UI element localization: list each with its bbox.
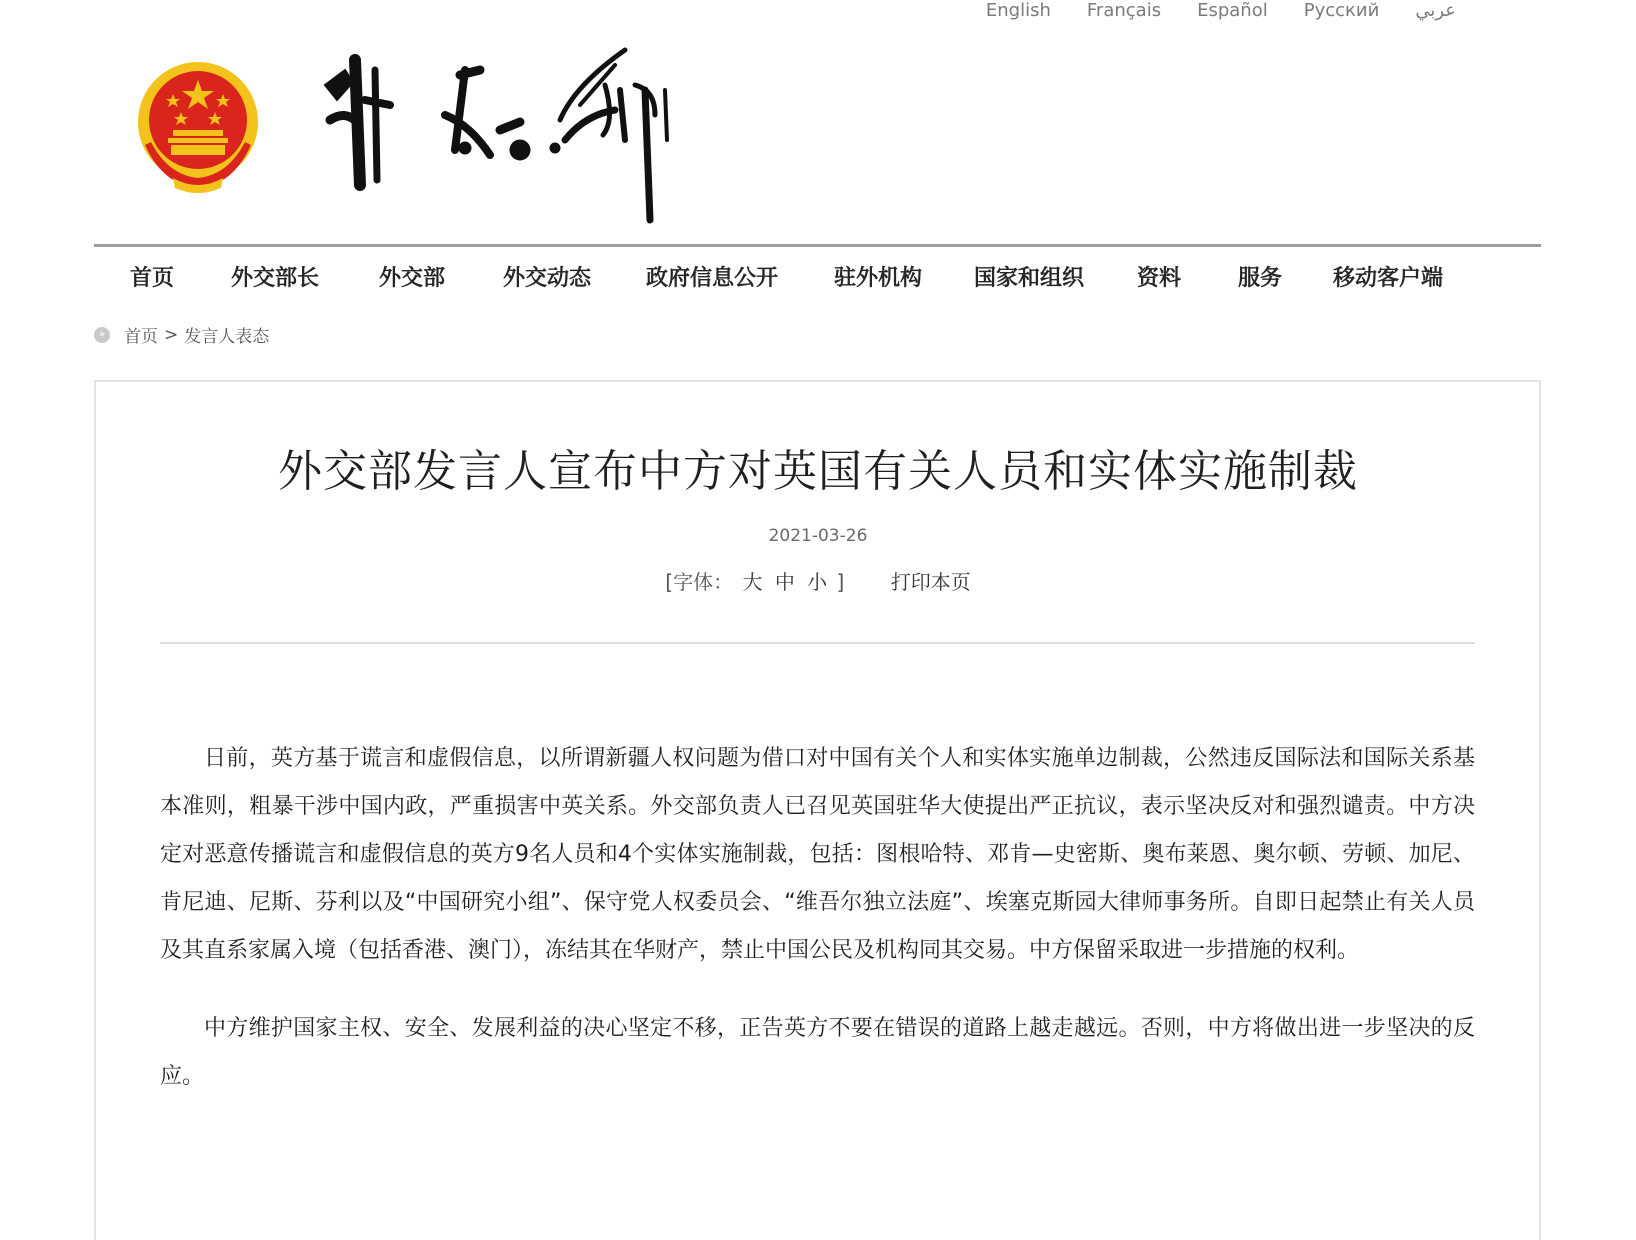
content-divider — [160, 642, 1475, 644]
lang-english-link[interactable]: English — [985, 0, 1051, 21]
article-body — [160, 735, 1475, 1131]
article-tools — [0, 566, 1636, 595]
lang-french-link[interactable]: Français — [1086, 0, 1162, 21]
font-size-large-button[interactable]: 大 — [742, 570, 763, 594]
breadcrumb-current-link[interactable]: 发言人表态 — [184, 327, 270, 347]
font-size-close-bracket: ] — [836, 570, 845, 594]
font-size-medium-button[interactable]: 中 — [774, 570, 795, 594]
print-page-button[interactable]: 打印本页 — [890, 570, 971, 594]
nav-item-materials[interactable]: 资料 — [1137, 266, 1182, 291]
lang-russian-link[interactable]: Русский — [1303, 0, 1380, 21]
nav-item-gov-info[interactable]: 政府信息公开 — [646, 266, 779, 291]
lang-arabic-link[interactable]: عربي — [1415, 0, 1456, 21]
lang-spanish-link[interactable]: Español — [1197, 0, 1268, 21]
nav-item-minister[interactable]: 外交部长 — [231, 266, 320, 291]
ministry-calligraphy-logo[interactable] — [315, 30, 705, 235]
breadcrumb-home-link[interactable]: 首页 — [124, 327, 158, 347]
national-emblem-logo[interactable] — [133, 60, 263, 195]
breadcrumb-separator: > — [164, 324, 179, 345]
nav-item-home[interactable]: 首页 — [130, 266, 175, 291]
article-paragraph: 中方维护国家主权、安全、发展利益的决心坚定不移，正告英方不要在错误的道路上越走越远。否则，中方将做出进一步坚决的反应。 — [160, 1016, 1475, 1089]
nav-item-countries-orgs[interactable]: 国家和组织 — [974, 266, 1085, 291]
font-size-small-button[interactable]: 小 — [807, 570, 828, 594]
nav-item-overseas-missions[interactable]: 驻外机构 — [834, 266, 923, 291]
nav-item-services[interactable]: 服务 — [1238, 266, 1283, 291]
language-bar — [986, 0, 1456, 21]
article-title: 外交部发言人宣布中方对英国有关人员和实体实施制裁 — [278, 446, 1358, 497]
font-size-label: [字体： — [665, 570, 734, 594]
nav-item-diplomatic-news[interactable]: 外交动态 — [503, 266, 592, 291]
breadcrumb — [94, 322, 269, 347]
article-date: 2021-03-26 — [768, 526, 868, 546]
nav-item-ministry[interactable]: 外交部 — [379, 266, 446, 291]
chevron-right-icon: » — [94, 327, 110, 343]
main-nav — [94, 247, 1541, 307]
article-paragraph: 日前，英方基于谎言和虚假信息，以所谓新疆人权问题为借口对中国有关个人和实体实施单边制裁，公然违反国际法和国际关系基本准则，粗暴干涉中国内政，严重损害中英关系。外交部负责人已召见英国驻华大使提出严正抗议，表示坚决反对和强烈谴责。中方决定对恶意传播谎言和虚假信息的英方9名人员和4个实体实施制裁，包括：图根哈特、邓肯—史密斯、奥布莱恩、奥尔顿、劳顿、加尼、肯尼迪、尼斯、芬利以及“中国研究小组”、保守党人权委员会、“维吾尔独立法庭”、埃塞克斯园大律师事务所。自即日起禁止有关人员及其直系家属入境（包括香港、澳门），冻结其在华财产，禁止中国公民及机构同其交易。中方保留采取进一步措施的权利。 — [160, 746, 1475, 963]
nav-item-mobile-client[interactable]: 移动客户端 — [1333, 266, 1444, 291]
